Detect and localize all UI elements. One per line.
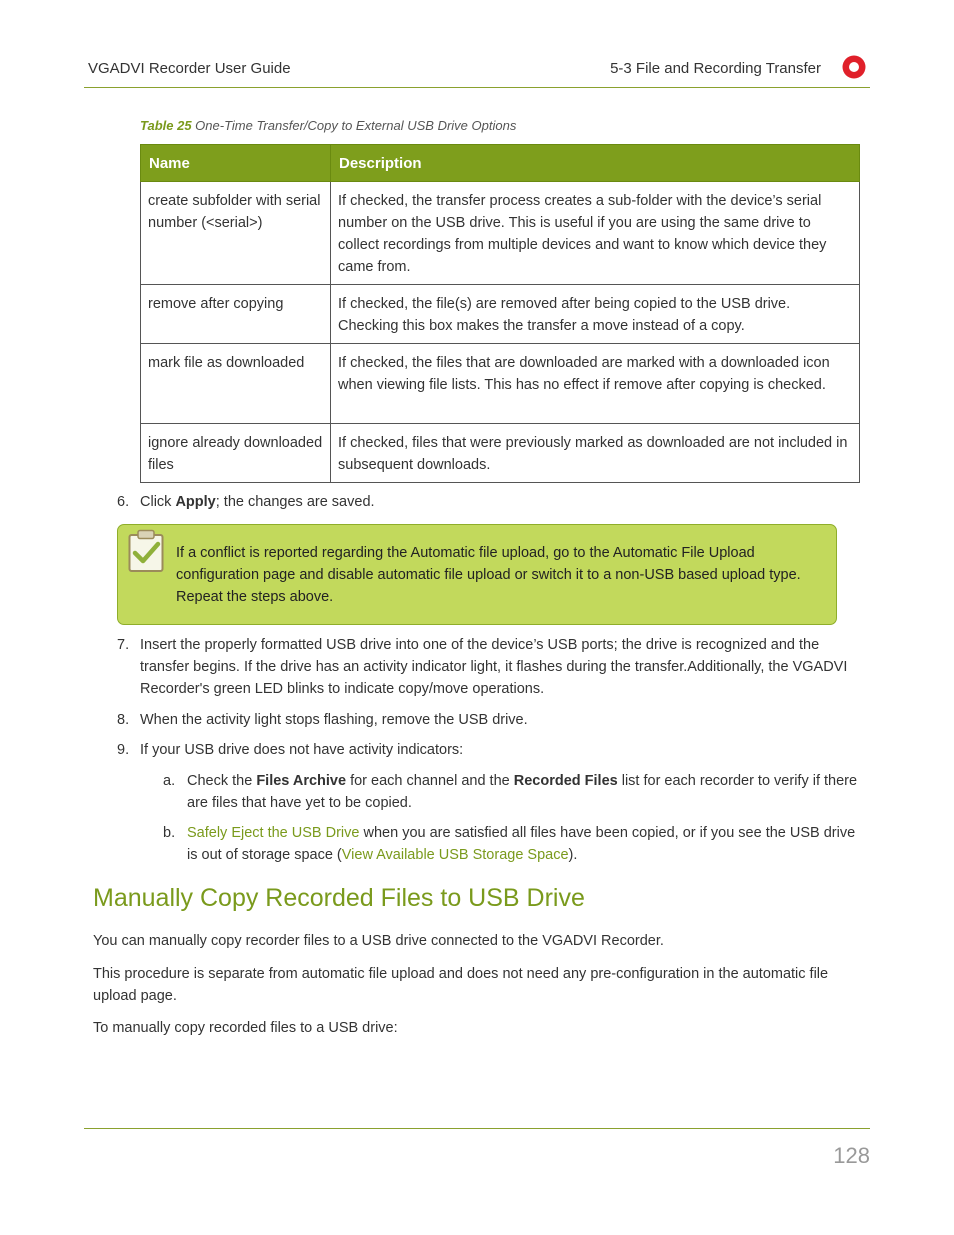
column-header-description: Description: [331, 145, 860, 182]
substep-text: Check the Files Archive for each channel and the Recorded Files list for each recorder to verify if there are files that have yet to be copied.: [187, 773, 858, 811]
section-heading: Manually Copy Recorded Files to USB Drive: [93, 884, 585, 912]
option-name: mark file as downloaded: [141, 344, 331, 424]
checklist-note-icon: [128, 529, 164, 573]
safely-eject-link[interactable]: Safely Eject the USB Drive: [187, 825, 360, 841]
substep-b: [163, 822, 858, 866]
header-title: VGADVI Recorder User Guide: [88, 60, 291, 77]
option-name: ignore already downloaded files: [141, 424, 331, 483]
step-text: Click Apply; the changes are saved.: [140, 494, 375, 510]
step-8: [117, 709, 852, 731]
step-number: 7.: [117, 637, 130, 653]
step-text: When the activity light stops flashing, remove the USB drive.: [140, 712, 528, 728]
column-header-name: Name: [141, 145, 331, 182]
note-box: [117, 524, 837, 625]
view-storage-link[interactable]: View Available USB Storage Space: [341, 847, 569, 863]
table-row: [141, 285, 860, 344]
paragraph: You can manually copy recorder files to a USB drive connected to the VGADVI Recorder.: [93, 933, 664, 949]
option-name: remove after copying: [141, 285, 331, 344]
footer-divider: [84, 1128, 870, 1129]
option-description: If checked, files that were previously marked as downloaded are not included in subsequent downloads.: [331, 424, 860, 483]
substep-letter: b.: [163, 825, 176, 841]
table-row: [141, 182, 860, 285]
table-header-row: [141, 145, 860, 182]
table-caption-label: Table 25: [140, 118, 192, 133]
table-row: [141, 424, 860, 483]
step-6: [117, 491, 852, 513]
step-number: 6.: [117, 494, 130, 510]
page-number: 128: [833, 1143, 870, 1168]
substep-letter: a.: [163, 773, 176, 789]
paragraph: To manually copy recorded files to a USB drive:: [93, 1020, 398, 1036]
recorded-files-term: Recorded Files: [513, 773, 618, 789]
option-description: If checked, the files that are downloaded are marked with a downloaded icon when viewing file lists. This has no effect if remove after copying is checked.: [331, 344, 860, 424]
paragraph: This procedure is separate from automatic file upload and does not need any pre-configuration in the automatic file upload page.: [93, 966, 829, 1004]
table-caption-text: One-Time Transfer/Copy to External USB Drive Options: [195, 118, 517, 133]
step-text: If your USB drive does not have activity indicators:: [140, 742, 464, 758]
step-text: Insert the properly formatted USB drive into one of the device’s USB ports; the drive is recognized and the transfer begins. If the drive has an activity indicator light, it flashes during the transfer.Additionally, the VGADVI Recorder's green LED blinks to indicate copy/move operations.: [140, 637, 848, 697]
header-section: 5-3 File and Recording Transfer: [610, 60, 821, 77]
step-number: 9.: [117, 742, 130, 758]
step-number: 8.: [117, 712, 130, 728]
record-logo-icon: [842, 55, 866, 79]
files-archive-term: Files Archive: [256, 773, 347, 789]
table-caption: [140, 118, 516, 133]
note-text: If a conflict is reported regarding the Automatic file upload, go to the Automatic File Upload configuration page and disable automatic file upload or switch it to a non-USB based upload type. Repeat the steps above.: [176, 545, 801, 605]
header-divider: [84, 87, 870, 88]
table-row: [141, 344, 860, 424]
substep-a: [163, 770, 858, 814]
option-description: If checked, the file(s) are removed after being copied to the USB drive. Checking this box makes the transfer a move instead of a copy.: [331, 285, 860, 344]
step-9: [117, 739, 852, 761]
step-7: [117, 634, 852, 700]
substep-text: Safely Eject the USB Drive when you are satisfied all files have been copied, or if you see the USB drive is out of storage space (View Available USB Storage Space).: [187, 825, 856, 863]
option-name: create subfolder with serial number (<serial>): [141, 182, 331, 285]
options-table: [140, 144, 860, 483]
apply-term: Apply: [175, 494, 216, 510]
option-description: If checked, the transfer process creates a sub-folder with the device’s serial number on the USB drive. This is useful if you are using the same drive to collect recordings from multiple devices and want to know which device they came from.: [331, 182, 860, 285]
